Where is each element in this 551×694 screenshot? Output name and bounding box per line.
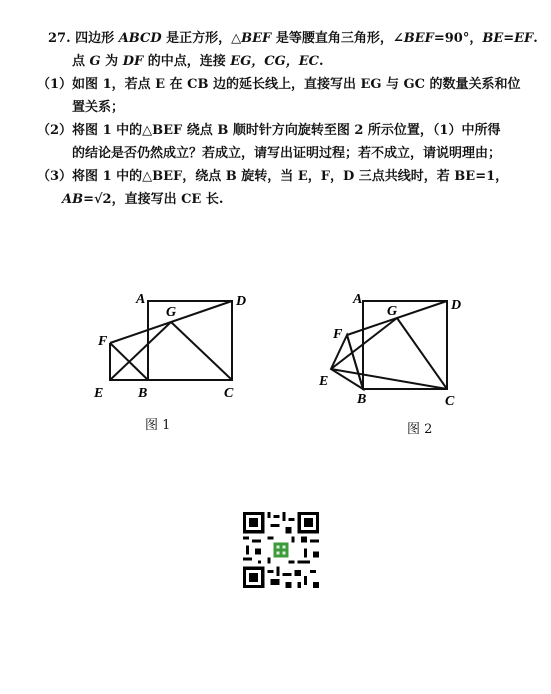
label-c: C: [224, 386, 234, 401]
label-b: B: [357, 392, 367, 407]
segment-cg: [171, 322, 232, 380]
problem-number: 27.: [48, 31, 71, 46]
label-f: F: [98, 334, 108, 349]
figure-1: [80, 285, 260, 405]
part-2-line-2: 的结论是否仍然成立？若成立，请写出证明过程；若不成立，请说明理由；: [72, 146, 502, 161]
label-e: E: [319, 374, 329, 389]
label-a: A: [136, 292, 146, 307]
triangle-bef: [331, 335, 363, 389]
part-3-line-1: （3）将图 1 中的△BEF，绕点 B 旋转，当 E，F，D 三点共线时，若 BE=1，: [37, 169, 509, 184]
label-g: G: [166, 305, 177, 320]
qr-code: [243, 512, 319, 588]
label-d: D: [236, 294, 247, 309]
label-b: B: [138, 386, 148, 401]
figure-2: [315, 285, 475, 410]
qr-code-image: [243, 512, 319, 588]
segment-cg: [397, 318, 447, 389]
label-e: E: [94, 386, 104, 401]
figure-2-caption: 图 2: [407, 422, 433, 437]
figure-1-caption: 图 1: [145, 418, 171, 433]
part-2-line-1: （2）将图 1 中的△BEF 绕点 B 顺时针方向旋转至图 2 所示位置，（1）中所得: [37, 123, 501, 138]
label-d: D: [451, 298, 462, 313]
sqrt-two: √2: [93, 192, 112, 207]
label-a: A: [353, 292, 363, 307]
stem-line-2: 点 G 为 DF 的中点，连接 EG，CG，EC.: [72, 54, 324, 69]
part-1-line-1: （1）如图 1，若点 E 在 CB 边的延长线上，直接写出 EG 与 GC 的数量关系和位: [37, 77, 521, 92]
figure-2-diagram: [315, 285, 475, 410]
part-3-line-2: AB=√2，直接写出 CE 长.: [62, 192, 224, 207]
label-f: F: [333, 327, 343, 342]
label-c: C: [445, 394, 455, 409]
figure-1-diagram: [80, 285, 260, 405]
stem-line-1: 27. 四边形 ABCD 是正方形，△BEF 是等腰直角三角形，∠BEF=90°，BE=EF.: [48, 31, 538, 46]
label-g: G: [387, 304, 398, 319]
part-1-line-2: 置关系；: [72, 100, 125, 115]
